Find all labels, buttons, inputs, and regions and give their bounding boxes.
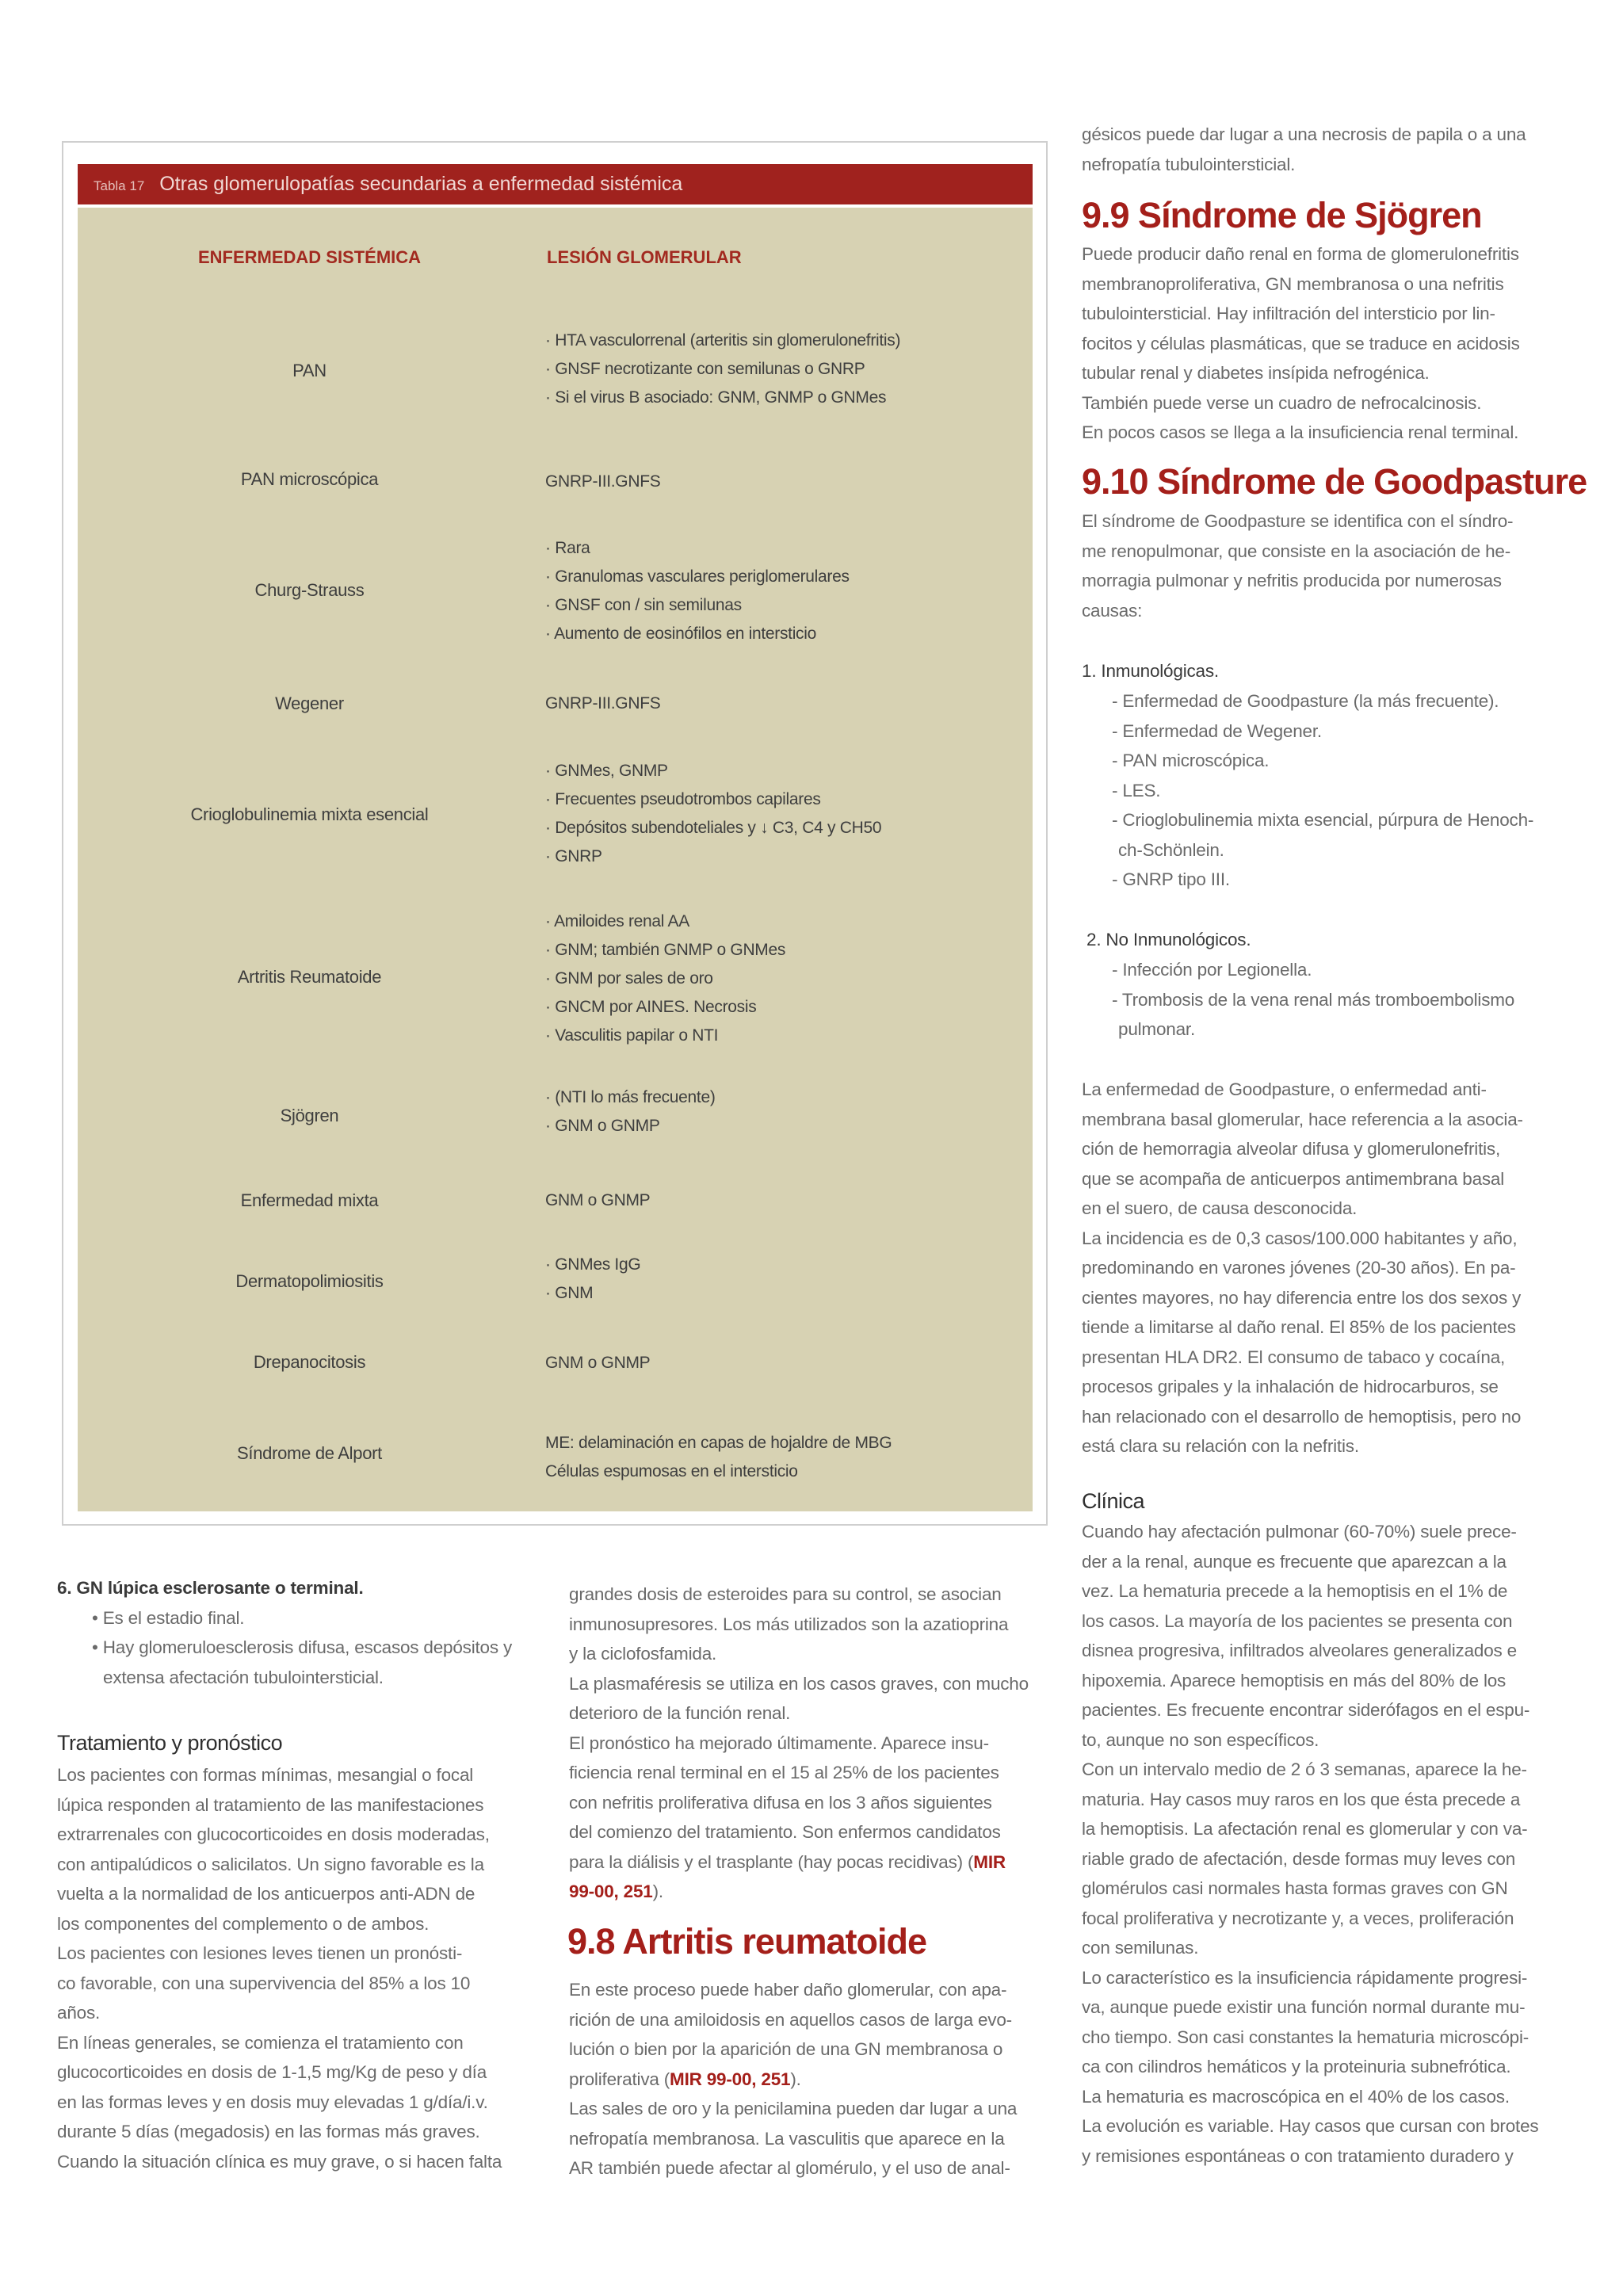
left-text-line: [57, 1850, 548, 1880]
table-caption: [78, 164, 1033, 204]
lesion-line: · GNMes, GNMP: [545, 762, 668, 780]
table-cell-disease: Crioglobulinemia mixta esencial: [190, 804, 429, 824]
left-text-line: [57, 1790, 548, 1820]
right-text-line: [1082, 1283, 1573, 1313]
left-text-line-text: años.: [57, 2003, 101, 2023]
right-text-line-text: cho tiempo. Son casi constantes la hematuria microscópi-: [1082, 2027, 1529, 2047]
table-cell-disease: Síndrome de Alport: [237, 1443, 382, 1463]
left-text-line: [57, 1879, 548, 1909]
lesion-line: · Rara: [545, 539, 590, 557]
table-number: Tabla 17: [94, 178, 145, 193]
right-text-line: [1082, 1695, 1573, 1725]
list-2-title-text: 2. No Inmunológicos.: [1086, 930, 1251, 949]
lesion-line: · GNM por sales de oro: [545, 969, 713, 988]
mid-text-line-text: inmunosupresores. Los más utilizados son la azatioprina: [569, 1614, 1009, 1634]
mid-text-line-text: lución o bien por la aparición de una GN membranosa o: [569, 2039, 1003, 2059]
mid-text-line: [569, 2034, 1060, 2065]
mir-ref-a-tail: ).: [652, 1881, 663, 1901]
list-2-item: [1082, 985, 1573, 1015]
mid-text-line: [569, 1580, 1060, 1610]
mir-ref-a: [569, 1877, 663, 1907]
lesion-line: · (NTI lo más frecuente): [545, 1088, 716, 1106]
right-text-line-text: pacientes. Es frecuente encontrar siderófagos en el espu-: [1082, 1700, 1530, 1720]
lesion-line: · GNSF con / sin semilunas: [545, 596, 742, 614]
right-text-line-text: glomérulos casi normales hasta formas graves con GN: [1082, 1878, 1508, 1898]
table-title: Otras glomerulopatías secundarias a enfermedad sistémica: [159, 173, 683, 195]
table-cell-disease: Artritis Reumatoide: [237, 967, 382, 987]
right-text-line: [1082, 358, 1573, 388]
mid-text-line-text: Las sales de oro y la penicilamina pueden dar lugar a una: [569, 2099, 1018, 2118]
right-text-line: [1082, 239, 1573, 269]
right-text-line-text: Con un intervalo medio de 2 ó 3 semanas, aparece la he-: [1082, 1759, 1527, 1779]
table-cell-lesion: [545, 327, 1021, 412]
list-1-title-text: 1. Inmunológicas.: [1082, 661, 1219, 681]
right-text-line-text: riable grado de afectación, desde formas muy leves con: [1082, 1848, 1516, 1869]
item6-bullet-1: • Es el estadio final.: [92, 1607, 245, 1628]
table-cell-lesion: [545, 534, 1021, 648]
right-text-line-text: La hematuria es macroscópica en el 40% de los casos.: [1082, 2086, 1510, 2107]
table-cell-lesion: [545, 1083, 1021, 1140]
right-text-line-text: La enfermedad de Goodpasture, o enfermedad anti-: [1082, 1079, 1487, 1099]
list-1-item: [1082, 805, 1573, 835]
mid-text-line-text: En este proceso puede haber daño glomerular, con apa-: [569, 1980, 1007, 2000]
lesion-line: Células espumosas en el intersticio: [545, 1462, 798, 1480]
left-text-line-text: extrarrenales con glucocorticoides en dosis moderadas,: [57, 1824, 490, 1844]
right-text-line: [1082, 2141, 1573, 2172]
right-text-line: [1082, 1105, 1573, 1135]
right-text-line-text: disnea progresiva, infiltrados alveolares generalizados e: [1082, 1641, 1517, 1660]
right-text-line-text: La evolución es variable. Hay casos que cursan con brotes: [1082, 2116, 1539, 2136]
list-1-item-text: - LES.: [1112, 780, 1161, 800]
right-text-line: [1082, 1075, 1573, 1105]
right-text-line: [1082, 566, 1573, 596]
item6-title: 6. GN lúpica esclerosante o terminal.: [57, 1578, 364, 1598]
mid-paragraphs-a: [569, 1580, 1060, 1877]
right-text-line-text: der a la renal, aunque es frecuente que aparezcan a la: [1082, 1551, 1507, 1572]
left-text-line: [57, 1939, 548, 1969]
subsection-clinica: Clínica: [1082, 1489, 1145, 1513]
left-column: [57, 1573, 548, 1692]
mid-text-line-text: AR también puede afectar al glomérulo, y el uso de anal-: [569, 2158, 1010, 2178]
subsection-tratamiento: Tratamiento y pronóstico: [57, 1731, 283, 1755]
left-text-line-text: Cuando la situación clínica es muy grave, o si hacen falta: [57, 2151, 502, 2172]
section-9-8-title: 9.8 Artritis reumatoide: [567, 1921, 926, 1962]
right-text-line-text: vez. La hematuria precede a la hemoptisis en el 1% de: [1082, 1581, 1508, 1601]
right-text-line: [1082, 1844, 1573, 1874]
left-text-line: [57, 2057, 548, 2088]
mid-text-line-text: nefropatía membranosa. La vasculitis que aparece en la: [569, 2128, 1005, 2149]
left-text-line: [57, 1909, 548, 1939]
section-9-10-title: 9.10 Síndrome de Goodpasture: [1082, 461, 1587, 502]
list-1-item-text: - Crioglobulinemia mixta esencial, púrpura de Henoch-: [1112, 810, 1534, 830]
left-text-line-text: con antipalúdicos o salicilatos. Un signo favorable es la: [57, 1854, 484, 1874]
right-text-line-text: nefropatía tubulointersticial.: [1082, 154, 1296, 174]
lesion-line: GNRP-III.GNFS: [545, 472, 661, 491]
right-text-line-text: han relacionado con el desarrollo de hemoptisis, pero no: [1082, 1406, 1522, 1427]
right-text-line: [1082, 1904, 1573, 1934]
right-text-line: [1082, 2052, 1573, 2082]
list-2-item-text: - Infección por Legionella.: [1112, 960, 1312, 980]
right-text-line: [1082, 1576, 1573, 1606]
table-cell-lesion: [545, 907, 1021, 1050]
list-1-item: [1082, 776, 1573, 806]
mid-text-line: [569, 1758, 1060, 1788]
mid-text-line: [569, 1610, 1060, 1640]
mid-text-line: [569, 1698, 1060, 1729]
right-text-line: [1082, 329, 1573, 359]
right-text-line: [1082, 1785, 1573, 1815]
mid-text-line: [569, 1817, 1060, 1847]
section-9-10-text: [1082, 506, 1573, 625]
lesion-line: ME: delaminación en capas de hojaldre de MBG: [545, 1434, 892, 1452]
left-text-line-text: glucocorticoides en dosis de 1-1,5 mg/Kg de peso y día: [57, 2062, 487, 2082]
right-text-line-text: focitos y células plasmáticas, que se traduce en acidosis: [1082, 333, 1520, 353]
right-text-line: [1082, 2023, 1573, 2053]
left-text-line: [57, 2147, 548, 2177]
right-text-line: [1082, 596, 1573, 626]
lesion-line: · Frecuentes pseudotrombos capilares: [545, 790, 821, 808]
table-cell-lesion: [545, 468, 1021, 496]
table-cell-lesion: [545, 757, 1021, 871]
right-text-line: [1082, 1606, 1573, 1637]
list-1-title: [1082, 656, 1219, 686]
mid-text-line: [569, 2005, 1060, 2035]
left-text-line: [57, 1969, 548, 1999]
right-text-line: [1082, 1372, 1573, 1402]
lesion-line: · GNM: [545, 1284, 594, 1302]
table-cell-disease: PAN: [292, 361, 327, 380]
lesion-line: · GNM o GNMP: [545, 1117, 660, 1135]
mid-text-line-text: La plasmaféresis se utiliza en los casos graves, con mucho: [569, 1673, 1029, 1694]
lesion-line: · GNCM por AINES. Necrosis: [545, 998, 757, 1016]
lesion-line: GNM o GNMP: [545, 1354, 651, 1372]
right-text-line-text: La incidencia es de 0,3 casos/100.000 habitantes y año,: [1082, 1228, 1518, 1248]
mid-text-line-text: para la diálisis y el trasplante (hay pocas recidivas) (: [569, 1851, 974, 1872]
right-text-line: [1082, 1224, 1573, 1254]
left-text-line-text: los componentes del complemento o de ambos.: [57, 1913, 430, 1934]
right-text-line-text: causas:: [1082, 600, 1143, 621]
left-text-line-text: Los pacientes con formas mínimas, mesangial o focal: [57, 1765, 474, 1785]
left-text-line: [57, 2117, 548, 2147]
mid-text-line: [569, 2124, 1060, 2154]
right-text-line-text: Puede producir daño renal en forma de glomerulonefritis: [1082, 244, 1519, 264]
left-paragraphs: [57, 1760, 548, 2176]
right-text-line: [1082, 269, 1573, 300]
mid-text-line-text: ficiencia renal terminal en el 15 al 25% de los pacientes: [569, 1763, 999, 1782]
right-text-line: [1082, 1431, 1573, 1461]
right-text-line: [1082, 418, 1573, 448]
goodpasture-paragraph: [1082, 1075, 1573, 1461]
item6-bullet-2: • Hay glomeruloesclerosis difusa, escasos depósitos y: [92, 1637, 513, 1657]
list-1-item-text: - Enfermedad de Goodpasture (la más frecuente).: [1112, 691, 1499, 711]
section-9-9-text: [1082, 239, 1573, 448]
table-cell-lesion: [545, 1349, 1021, 1377]
table-cell-disease: Sjögren: [280, 1106, 339, 1125]
col-header-lesion: LESIÓN GLOMERULAR: [547, 247, 742, 267]
left-text-line: [57, 1760, 548, 1790]
list-2-item: [1082, 955, 1573, 985]
table-cell-lesion: [545, 1429, 1021, 1486]
mid-text-line-text: del comienzo del tratamiento. Son enfermos candidatos: [569, 1822, 1001, 1842]
list-2: [1082, 955, 1573, 1045]
right-text-line: [1082, 1874, 1573, 1904]
clinica-paragraph: [1082, 1517, 1573, 2171]
list-2-item-text: - Trombosis de la vena renal más tromboembolismo: [1112, 989, 1515, 1010]
right-text-line-text: gésicos puede dar lugar a una necrosis de papila o a una: [1082, 124, 1526, 144]
right-text-line-text: ción de hemorragia alveolar difusa y glomerulonefritis,: [1082, 1139, 1501, 1159]
mid-text-line-text: deterioro de la función renal.: [569, 1703, 791, 1723]
lesion-line: · GNM; también GNMP o GNMes: [545, 941, 786, 959]
mid-text-line-text: con nefritis proliferativa difusa en los 3 años siguientes: [569, 1792, 992, 1813]
lesion-line: · Granulomas vasculares periglomerulares: [545, 567, 850, 586]
mid-text-line: [569, 1975, 1060, 2005]
right-text-line-text: Cuando hay afectación pulmonar (60-70%) suele prece-: [1082, 1522, 1517, 1541]
right-text-line: [1082, 1402, 1573, 1432]
lesion-line: GNRP-III.GNFS: [545, 694, 661, 712]
right-text-line: [1082, 1547, 1573, 1577]
right-text-line-text: tubulointersticial. Hay infiltración del intersticio por lin-: [1082, 304, 1495, 323]
lesion-line: · GNMes IgG: [545, 1255, 641, 1274]
right-text-line-text: tiende a limitarse al daño renal. El 85% de los pacientes: [1082, 1317, 1516, 1337]
left-text-line-text: durante 5 días (megadosis) en las formas más graves.: [57, 2122, 480, 2141]
mir-ref-a-code[interactable]: 99-00, 251: [569, 1881, 653, 1901]
right-text-line-text: presentan HLA DR2. El consumo de tabaco y cocaína,: [1082, 1347, 1506, 1367]
right-text-line: [1082, 1666, 1573, 1696]
right-text-line: [1082, 1517, 1573, 1547]
table-cell-disease: Churg-Strauss: [254, 580, 365, 600]
list-1-item: [1082, 716, 1573, 747]
mid-text-line: [569, 1729, 1060, 1759]
list-2-item-text: pulmonar.: [1118, 1019, 1196, 1039]
list-1-item-text: - Enfermedad de Wegener.: [1112, 720, 1322, 741]
right-text-line: [1082, 2082, 1573, 2112]
right-text-line-text: tubular renal y diabetes insípida nefrogénica.: [1082, 363, 1430, 383]
right-text-line-text: El síndrome de Goodpasture se identifica con el síndro-: [1082, 511, 1514, 531]
left-text-line: [57, 1820, 548, 1850]
right-text-line: [1082, 1933, 1573, 1963]
right-text-line-text: me renopulmonar, que consiste en la asociación de he-: [1082, 541, 1510, 561]
right-text-line: [1082, 1134, 1573, 1164]
table-cell-disease: Dermatopolimiositis: [235, 1271, 384, 1291]
left-text-line-text: en las formas leves y en dosis muy elevadas 1 g/día/i.v.: [57, 2092, 488, 2112]
list-1-item: [1082, 865, 1573, 895]
mid-text-line-text: y la ciclofosfamida.: [569, 1644, 717, 1664]
right-text-line-text: que se acompaña de anticuerpos antimembrana basal: [1082, 1168, 1505, 1189]
table-cell-disease: Drepanocitosis: [253, 1352, 366, 1372]
right-text-line-text: y remisiones espontáneas o con tratamiento duradero y: [1082, 2145, 1514, 2166]
mid-text-line-text: rición de una amiloidosis en aquellos casos de larga evo-: [569, 2009, 1012, 2030]
right-text-line: [1082, 2111, 1573, 2141]
mid-paragraphs-b: [569, 1975, 1060, 2094]
right-text-line-text: va, aunque puede existir una función normal durante mu-: [1082, 1997, 1526, 2017]
left-text-line-text: vuelta a la normalidad de los anticuerpos anti-ADN de: [57, 1884, 475, 1904]
right-text-line: [1082, 299, 1573, 329]
left-text-line: [57, 1998, 548, 2028]
lesion-line: · GNRP: [545, 847, 602, 865]
right-text-line: [1082, 1963, 1573, 1993]
right-text-line-text: ca con cilindros hemáticos y la proteinuria subnefrótica.: [1082, 2057, 1511, 2076]
right-text-line: [1082, 1194, 1573, 1224]
right-text-line: [1082, 1725, 1573, 1755]
left-text-line: [57, 2088, 548, 2118]
lesion-line: GNM o GNMP: [545, 1191, 651, 1209]
mir-ref-b[interactable]: MIR 99-00, 251: [670, 2069, 791, 2089]
right-text-line-text: hipoxemia. Aparece hemoptisis en más del 80% de los: [1082, 1670, 1507, 1690]
lesion-line: · HTA vasculorrenal (arteritis sin glomerulonefritis): [545, 331, 901, 350]
mid-text-line: [569, 2094, 1060, 2124]
right-text-line: [1082, 388, 1573, 418]
list-1-item: [1082, 835, 1573, 865]
mid-text-line: [569, 1639, 1060, 1669]
right-text-line-text: los casos. La mayoría de los pacientes se presenta con: [1082, 1610, 1513, 1631]
list-2-item: [1082, 1014, 1573, 1045]
right-text-line-text: en el suero, de causa desconocida.: [1082, 1198, 1358, 1218]
right-text-line: [1082, 1343, 1573, 1373]
lesion-line: · Amiloides renal AA: [545, 912, 689, 930]
right-text-line-text: cientes mayores, no hay diferencia entre los dos sexos y: [1082, 1287, 1522, 1308]
lesion-line: · Si el virus B asociado: GNM, GNMP o GNMes: [545, 388, 887, 407]
right-text-line: [1082, 1755, 1573, 1785]
right-text-line-text: to, aunque no son específicos.: [1082, 1729, 1319, 1750]
right-text-line-text: está clara su relación con la nefritis.: [1082, 1436, 1359, 1456]
left-text-line-text: Los pacientes con lesiones leves tienen un pronósti-: [57, 1943, 463, 1963]
table-cell-lesion: [545, 1186, 1021, 1215]
right-text-line: [1082, 1814, 1573, 1844]
left-text-line-text: lúpica responden al tratamiento de las manifestaciones: [57, 1794, 484, 1815]
right-text-line-text: morragia pulmonar y nefritis producida por numerosas: [1082, 571, 1502, 590]
right-text-line-text: predominando en varones jóvenes (20-30 años). En pa-: [1082, 1258, 1516, 1278]
right-text-line-text: membranoproliferativa, GN membranosa o una nefritis: [1082, 273, 1504, 294]
right-text-line: [1082, 1164, 1573, 1194]
left-text-line-text: En líneas generales, se comienza el tratamiento con: [57, 2032, 464, 2053]
right-text-line-text: focal proliferativa y necrotizante y, a veces, proliferación: [1082, 1908, 1514, 1928]
mid-text-line: [569, 1788, 1060, 1818]
right-text-line-text: También puede verse un cuadro de nefrocalcinosis.: [1082, 392, 1482, 413]
right-text-line: [1082, 1253, 1573, 1283]
right-text-line: [1082, 150, 1573, 180]
lesion-line: · Aumento de eosinófilos en intersticio: [545, 625, 816, 643]
mid-text-line-text: proliferativa (: [569, 2069, 670, 2089]
item6-bullet-2-cont: extensa afectación tubulointersticial.: [103, 1667, 384, 1687]
right-text-line: [1082, 1636, 1573, 1666]
mir-ref-b-tail: ).: [790, 2069, 801, 2089]
table-cell-lesion: [545, 1251, 1021, 1308]
right-text-line: [1082, 506, 1573, 537]
list-1-item: [1082, 746, 1573, 776]
lesion-line: · Vasculitis papilar o NTI: [545, 1026, 719, 1045]
right-text-line-text: Lo característico es la insuficiencia rápidamente progresi-: [1082, 1967, 1528, 1988]
list-1-item-text: - PAN microscópica.: [1112, 751, 1270, 770]
mid-text-line: [569, 1847, 1060, 1878]
left-text-line: [57, 2028, 548, 2058]
right-text-line-text: procesos gripales y la inhalación de hidrocarburos, se: [1082, 1377, 1499, 1396]
right-text-line-text: membrana basal glomerular, hace referencia a la asocia-: [1082, 1109, 1523, 1129]
mid-text-line: [569, 1669, 1060, 1699]
list-2-title: [1082, 925, 1251, 955]
table-cell-disease: PAN microscópica: [240, 469, 379, 489]
table-cell-disease: Enfermedad mixta: [240, 1190, 379, 1210]
lesion-line: · GNSF necrotizante con semilunas o GNRP: [545, 360, 865, 378]
right-text-line-text: En pocos casos se llega a la insuficiencia renal terminal.: [1082, 422, 1519, 442]
right-text-line: [1082, 1312, 1573, 1343]
list-1-item-text: - GNRP tipo III.: [1112, 869, 1230, 889]
left-text-line-text: co favorable, con una supervivencia del 85% a los 10: [57, 1973, 471, 1993]
section-9-9-title: 9.9 Síndrome de Sjögren: [1082, 195, 1482, 235]
list-1-item-text: ch-Schönlein.: [1118, 839, 1224, 860]
mid-text-line-text: El pronóstico ha mejorado últimamente. Aparece insu-: [569, 1733, 989, 1753]
list-1-item: [1082, 686, 1573, 716]
mid-text-line: [569, 2065, 1060, 2095]
right-text-line: [1082, 1992, 1573, 2023]
col-header-disease: ENFERMEDAD SISTÉMICA: [197, 247, 422, 267]
table-cell-lesion: [545, 690, 1021, 718]
lesion-line: · Depósitos subendoteliales y ↓ C3, C4 y CH50: [545, 819, 882, 837]
mid-text-line: [569, 2153, 1060, 2183]
right-top-paragraph: [1082, 120, 1573, 179]
right-text-line: [1082, 120, 1573, 150]
table-cell-disease: Wegener: [275, 693, 344, 713]
mir-ref-a-label[interactable]: MIR: [973, 1851, 1006, 1872]
right-text-line-text: con semilunas.: [1082, 1938, 1199, 1958]
right-text-line-text: maturia. Hay casos muy raros en los que ésta precede a: [1082, 1789, 1521, 1809]
right-text-line-text: la hemoptisis. La afectación renal es glomerular y con va-: [1082, 1819, 1528, 1839]
list-1: [1082, 686, 1573, 895]
mid-paragraphs-c: [569, 2094, 1060, 2183]
mid-text-line-text: grandes dosis de esteroides para su control, se asocian: [569, 1584, 1002, 1604]
right-text-line: [1082, 537, 1573, 567]
